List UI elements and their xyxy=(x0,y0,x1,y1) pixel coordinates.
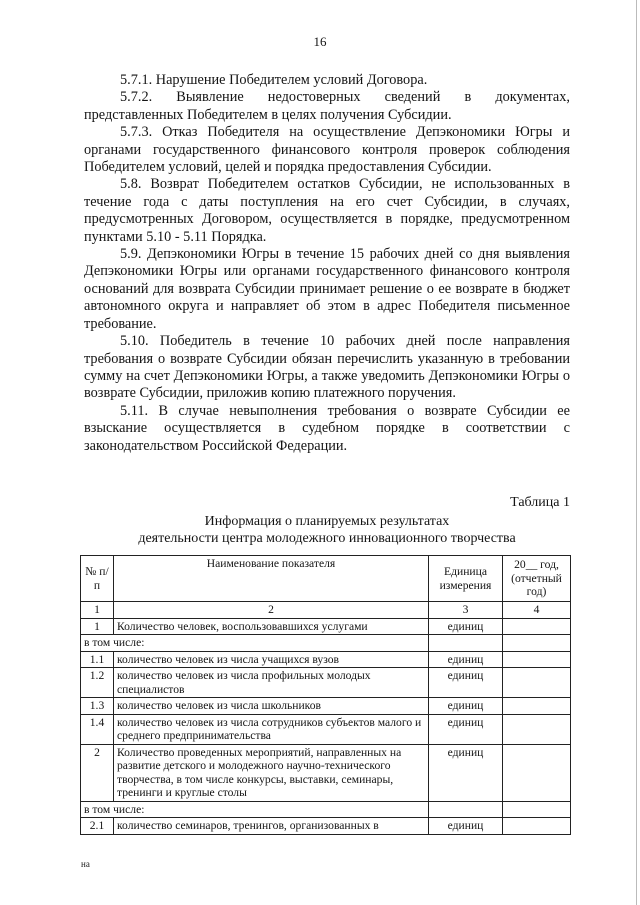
scan-edge-line xyxy=(636,0,637,905)
row-num: 2 xyxy=(81,744,114,801)
footer-mark: на xyxy=(81,859,90,869)
table-title-line: деятельности центра молодежного инновационного творчества xyxy=(138,531,516,546)
table-row xyxy=(81,698,571,715)
column-number: 3 xyxy=(429,602,503,619)
paragraph: 5.7.2. Выявление недостоверных сведений в документах, представленных Победителем в целях получения Субсидии. xyxy=(84,89,570,123)
row-name: количество семинаров, тренингов, организованных в xyxy=(114,818,429,835)
page-number: 16 xyxy=(313,34,327,49)
table-subheader-row xyxy=(81,801,571,818)
row-num: 1.1 xyxy=(81,651,114,668)
table-header-row xyxy=(81,556,571,602)
header-name: Наименование показателя xyxy=(114,556,429,602)
column-number-row xyxy=(81,602,571,619)
paragraph: 5.9. Депэкономики Югры в течение 15 рабочих дней со дня выявления Депэкономики Югры или органами государственного финансового контроля оснований для возврата Субсидии принимает решение о ее возврате в бюджет автономного округа и направляет об этом в адрес Победителя письменное требование. xyxy=(84,246,570,332)
row-unit: единиц xyxy=(429,818,503,835)
table-title xyxy=(84,513,570,547)
table-label: Таблица 1 xyxy=(510,495,570,510)
row-unit: единиц xyxy=(429,714,503,744)
table-row xyxy=(81,618,571,635)
row-subheader: в том числе: xyxy=(81,801,429,818)
row-name: Количество человек, воспользовавшихся услугами xyxy=(114,618,429,635)
row-num: 2.1 xyxy=(81,818,114,835)
row-value xyxy=(503,698,571,715)
row-unit: единиц xyxy=(429,744,503,801)
column-number: 2 xyxy=(114,602,429,619)
table-subheader-row xyxy=(81,635,571,652)
row-value xyxy=(503,618,571,635)
header-year: 20__ год, (отчетный год) xyxy=(503,556,571,602)
row-value xyxy=(503,818,571,835)
table-title-line: Информация о планируемых результатах xyxy=(204,514,450,529)
header-num: № п/п xyxy=(81,556,114,602)
row-unit: единиц xyxy=(429,668,503,698)
row-num: 1.2 xyxy=(81,668,114,698)
row-name: Количество проведенных мероприятий, направленных на развитие детского и молодежного научно-технического творчества, в том числе конкурсы, выставки, семинары, тренинги и круглые столы xyxy=(114,744,429,801)
row-value xyxy=(503,668,571,698)
column-number: 1 xyxy=(81,602,114,619)
paragraph: 5.11. В случае невыполнения требования о возврате Субсидии ее взыскание осуществляется в судебном порядке в соответствии с законодательством Российской Федерации. xyxy=(84,402,570,454)
paragraph: 5.7.1. Нарушение Победителем условий Договора. xyxy=(120,72,428,88)
row-name: количество человек из числа школьников xyxy=(114,698,429,715)
table-row xyxy=(81,744,571,801)
row-num: 1 xyxy=(81,618,114,635)
table-row xyxy=(81,714,571,744)
body-text xyxy=(84,72,570,455)
header-unit: Единица измерения xyxy=(429,556,503,602)
paragraph: 5.10. Победитель в течение 10 рабочих дней после направления требования о возврате Субсидии обязан перечислить указанную в требовании сумму на счет Депэкономики Югры, а также уведомить Депэкономики Югры о возврате Субсидии, приложив копию платежного поручения. xyxy=(84,333,570,402)
row-name: количество человек из числа профильных молодых специалистов xyxy=(114,668,429,698)
row-name: количество человек из числа учащихся вузов xyxy=(114,651,429,668)
results-table xyxy=(80,555,571,835)
row-unit: единиц xyxy=(429,651,503,668)
row-num: 1.4 xyxy=(81,714,114,744)
table-row xyxy=(81,818,571,835)
row-unit: единиц xyxy=(429,618,503,635)
row-value xyxy=(503,744,571,801)
column-number: 4 xyxy=(503,602,571,619)
row-value xyxy=(503,714,571,744)
row-value xyxy=(503,651,571,668)
row-subheader: в том числе: xyxy=(81,635,429,652)
paragraph: 5.8. Возврат Победителем остатков Субсидии, не использованных в течение года с даты поступления на его счет Субсидии, в случаях, предусмотренных Договором, осуществляется в порядке, предусмотренном пунктами 5.10 - 5.11 Порядка. xyxy=(84,176,570,245)
row-num: 1.3 xyxy=(81,698,114,715)
table-row xyxy=(81,668,571,698)
row-name: количество человек из числа сотрудников субъектов малого и среднего предпринимательства xyxy=(114,714,429,744)
row-unit: единиц xyxy=(429,698,503,715)
table-row xyxy=(81,651,571,668)
paragraph: 5.7.3. Отказ Победителя на осуществление Депэкономики Югры и органами государственного финансового контроля проверок соблюдения Победителем условий, целей и порядка предоставления Субсидии. xyxy=(84,124,570,176)
